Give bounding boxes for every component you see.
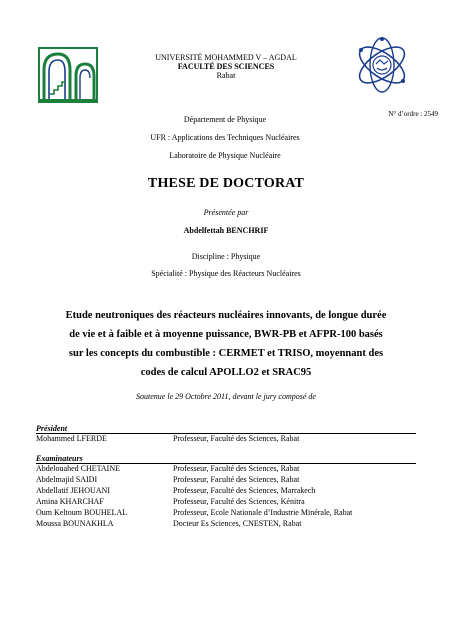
- member-name: Abdelmajid SAIDI: [36, 475, 98, 484]
- order-number: N° d’ordre : 2549: [388, 110, 438, 118]
- discipline: Discipline : Physique: [191, 252, 261, 261]
- thesis-title-line: de vie et à faible et à moyenne puissance, BWR-PB et AFPR-100 basés: [69, 329, 383, 340]
- laboratory: Laboratoire de Physique Nucléaire: [169, 151, 281, 160]
- document-title: THESE DE DOCTORAT: [147, 176, 305, 191]
- member-name: Moussa BOUNAKHLA: [36, 519, 114, 528]
- jury-member-row: [36, 508, 426, 518]
- examiners-label: Examinateurs: [36, 454, 83, 463]
- university-header: [0, 53, 452, 80]
- thesis-title-line: sur les concepts du combustible : CERMET et TRISO, moyennant des: [68, 348, 384, 359]
- faculty-name: FACULTÉ DES SCIENCES: [177, 62, 275, 71]
- member-title: Professeur, Faculté des Sciences, Kénitra: [173, 497, 305, 506]
- ufr: UFR : Applications des Techniques Nucléaires: [150, 133, 300, 142]
- jury-member-row: [36, 497, 426, 507]
- jury-member-row: [36, 475, 426, 485]
- thesis-title-line: Etude neutroniques des réacteurs nucléaires innovants, de longue durée: [65, 310, 387, 321]
- member-name: Mohammed LFERDE: [36, 434, 107, 443]
- author-name: Abdelfettah BENCHRIF: [183, 226, 269, 235]
- president-label: Président: [36, 424, 68, 433]
- thesis-title: [36, 306, 416, 382]
- member-title: Docteur Es Sciences, CNESTEN, Rabat: [173, 519, 302, 528]
- member-name: Oum Keltoum BOUHELAL: [36, 508, 128, 517]
- city-name: Rabat: [216, 71, 236, 80]
- jury-member-row: [36, 519, 426, 529]
- member-name: Abdelouahed CHETAINE: [36, 464, 121, 473]
- jury-member-row: [36, 464, 426, 474]
- member-name: Abdellatif JEHOUANI: [36, 486, 110, 495]
- speciality: Spécialité : Physique des Réacteurs Nucléaires: [151, 269, 301, 278]
- member-title: Professeur, Faculté des Sciences, Rabat: [173, 434, 300, 443]
- university-name: UNIVERSITÉ MOHAMMED V – AGDAL: [155, 53, 297, 62]
- member-title: Professeur, Faculté des Sciences, Rabat: [173, 464, 300, 473]
- thesis-title-line: codes de calcul APOLLO2 et SRAC95: [140, 367, 312, 378]
- member-title: Professeur, Faculté des Sciences, Rabat: [173, 475, 300, 484]
- defense-date: Soutenue le 29 Octobre 2011, devant le jury composé de: [136, 392, 316, 401]
- member-name: Amina KHARCHAF: [36, 497, 104, 506]
- department: Département de Physique: [183, 115, 267, 124]
- jury-member-row: [36, 434, 426, 444]
- jury-member-row: [36, 486, 426, 496]
- presented-by: Présentée par: [203, 208, 249, 217]
- member-title: Professeur, Faculté des Sciences, Marrakech: [173, 486, 316, 495]
- member-title: Professeur, Ecole Nationale d’Industrie Minérale, Rabat: [173, 508, 353, 517]
